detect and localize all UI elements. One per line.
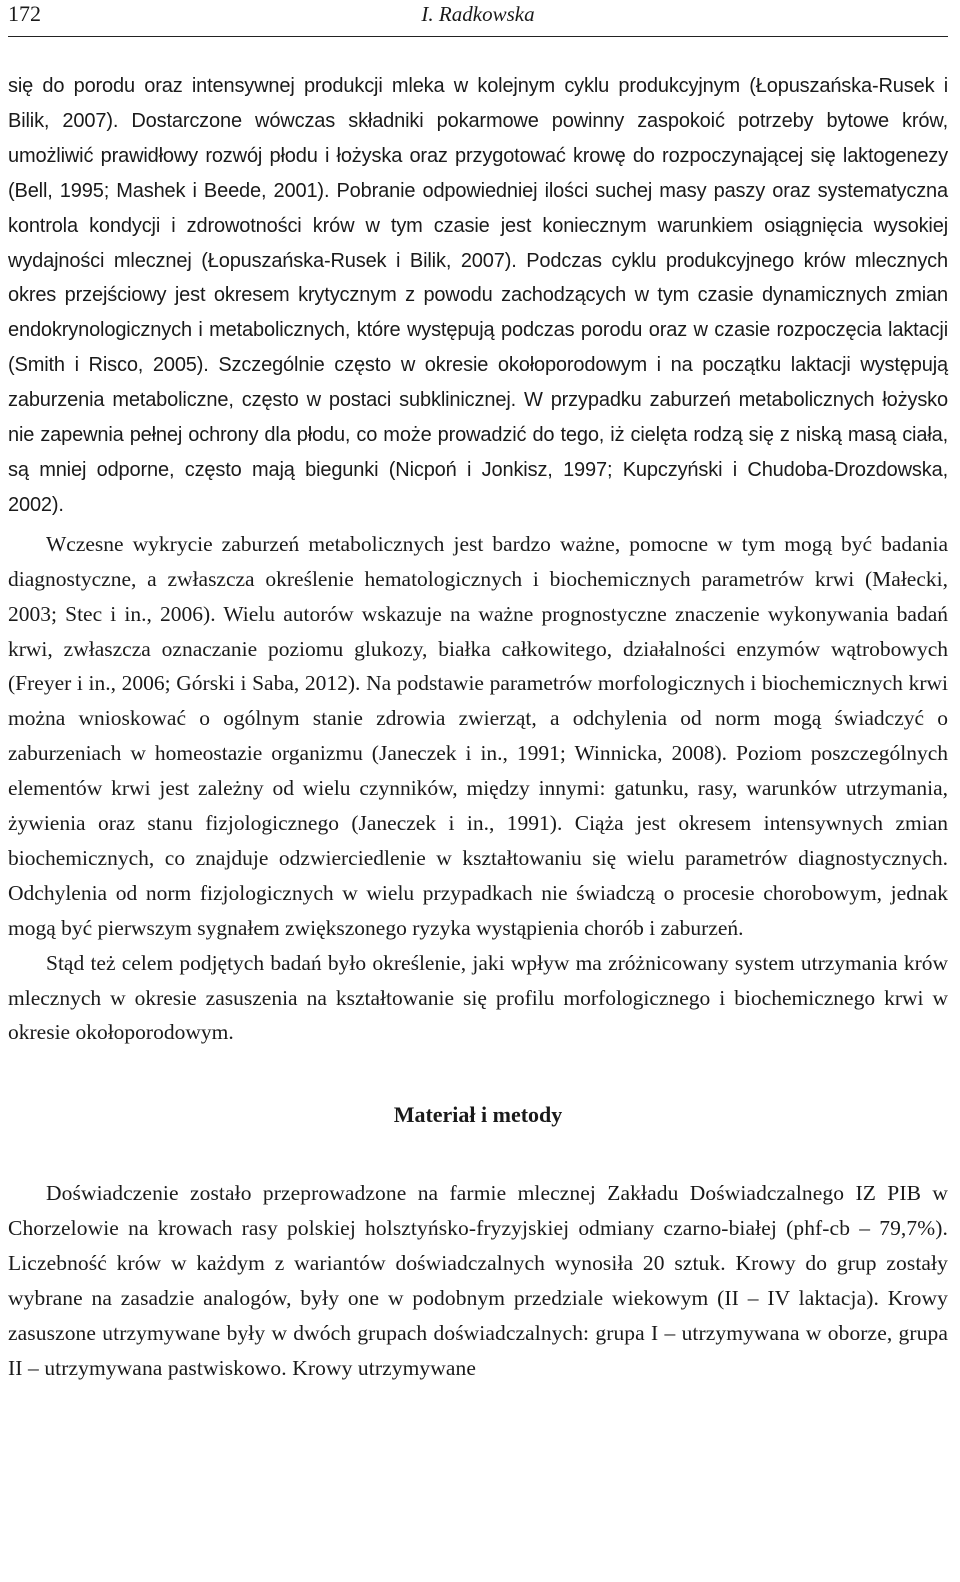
running-header — [8, 0, 948, 37]
page-number: 172 — [8, 1, 41, 26]
paragraph-diagnostics: Wczesne wykrycie zaburzeń metabolicznych jest bardzo ważne, pomocne w tym mogą być badania diagnostyczne, a zwłaszcza określenie hematologicznych i biochemicznych parametrów krwi (Małecki, 2003; Stec i in., 2006). Wielu autorów wskazuje na ważne prognostyczne znaczenie wykonywania badań krwi, zwłaszcza oznaczanie poziomu glukozy, białka całkowitego, działalności enzymów wątrobowych (Freyer i in., 2006; Górski i Saba, 2012). Na podstawie parametrów morfologicznych i biochemicznych krwi można wnioskować o ogólnym stanie zdrowia zwierząt, a odchylenia od norm mogą świadczyć o zaburzeniach w homeostazie organizmu (Janeczek i in., 1991; Winnicka, 2008). Poziom poszczególnych elementów krwi jest zależny od wielu czynników, między innymi: gatunku, rasy, warunków utrzymania, żywienia oraz stanu fizjologicznego (Janeczek i in., 1991). Ciąża jest okresem intensywnych zmian biochemicznych, co znajduje odzwierciedlenie w kształtowaniu się wielu parametrów diagnostycznych. Odchylenia od norm fizjologicznych w wielu przypadkach nie świadczą o procesie chorobowym, jednak mogą być pierwszym sygnałem zwiększonego ryzyka wystąpienia chorób i zaburzeń. — [8, 531, 948, 940]
paragraph-aim: Stąd też celem podjętych badań było określenie, jaki wpływ ma zróżnicowany system utrzymania krów mlecznych w okresie zasuszenia na kształtowanie się profilu morfologicznego i biochemicznego krwi w okresie okołoporodowym. — [8, 950, 948, 1045]
paragraph-continuation: się do porodu oraz intensywnej produkcji mleka w kolejnym cyklu produkcyjnym (Łopuszańska-Rusek i Bilik, 2007). Dostarczone wówczas składniki pokarmowe powinny zaspokoić potrzeby bytowe krów, umożliwić prawidłowy rozwój płodu i łożyska oraz przygotować krowę do rozpoczynającej się laktogenezy (Bell, 1995; Mashek i Beede, 2001). Pobranie odpowiedniej ilości suchej masy paszy oraz systematyczna kontrola kondycji i zdrowotności krów w tym czasie jest koniecznym warunkiem osiągnięcia wysokiej wydajności mlecznej (Łopuszańska-Rusek i Bilik, 2007). Podczas cyklu produkcyjnego krów mlecznych okres przejściowy jest okresem krytycznym z powodu zachodzących w tym czasie dynamicznych zmian endokrynologicznych i metabolicznych, które występują podczas porodu oraz w czasie rozpoczęcia laktacji (Smith i Risco, 2005). Szczególnie często w okresie okołoporodowym i na początku laktacji występują zaburzenia metaboliczne, często w postaci subklinicznej. W przypadku zaburzeń metabolicznych łożysko nie zapewnia pełnej ochrony dla płodu, co może prowadzić do tego, iż cielęta rodzą się z niską masą ciała, są mniej odporne, często mają biegunki (Nicpoń i Jonkisz, 1997; Kupczyński i Chudoba-Drozdowska, 2002). — [8, 75, 948, 516]
paragraph-methods: Doświadczenie zostało przeprowadzone na farmie mlecznej Zakładu Doświadczalnego IZ PIB w Chorzelowie na krowach rasy polskiej holsztyńsko-fryzyjskiej odmiany czarno-białej (phf-cb – 79,7%). Liczebność krów w każdym z wariantów doświadczalnych wynosiła 20 sztuk. Krowy do grup zostały wybrane na zasadzie analogów, były one w podobnym przedziale wiekowym (II – IV laktacja). Krowy zasuszone utrzymywane były w dwóch grupach doświadczalnych: grupa I – utrzymywana w oborze, grupa II – utrzymywana pastwiskowo. Krowy utrzymywane — [8, 1181, 948, 1380]
page — [8, 0, 948, 1386]
section-heading: Materiał i metody — [393, 1102, 563, 1128]
running-head-author: I. Radkowska — [421, 2, 535, 26]
